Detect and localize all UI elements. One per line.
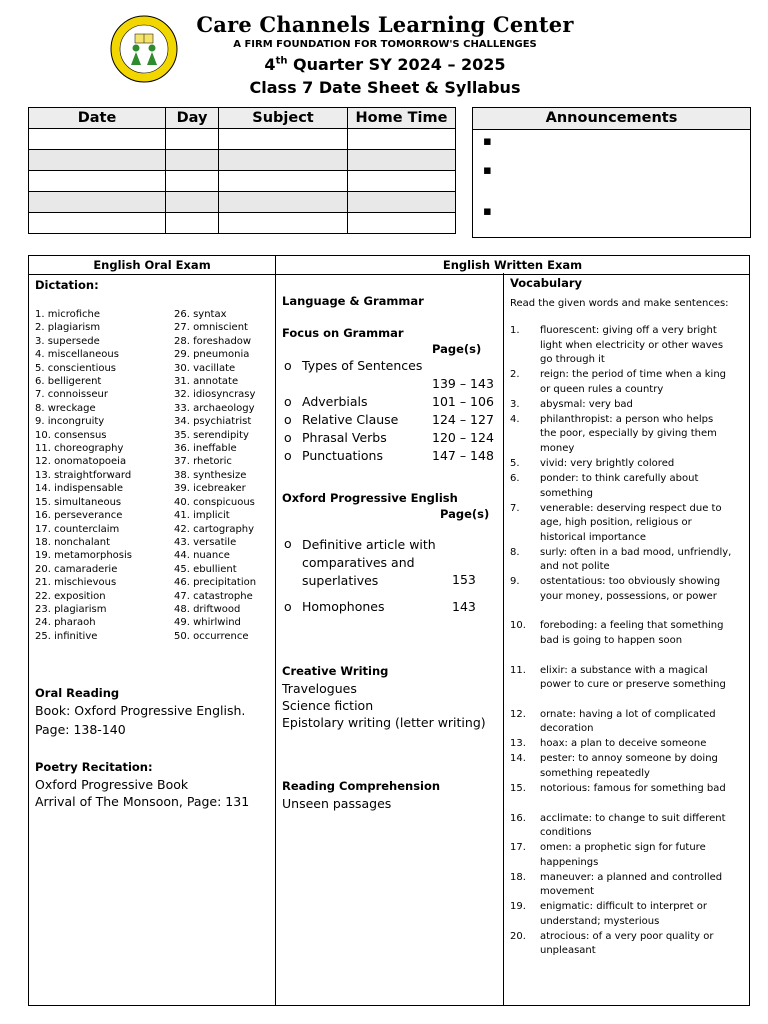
vocabulary-number: 16. xyxy=(510,812,526,824)
vocabulary-definition: vivid: very brightly colored xyxy=(540,457,675,469)
center-name: Care Channels Learning Center xyxy=(196,12,574,37)
grammar-pages: 124 – 127 xyxy=(432,412,494,427)
reading-comprehension-label: Reading Comprehension xyxy=(282,779,441,793)
vocabulary-item xyxy=(510,502,732,546)
oxford-item: Homophones xyxy=(302,599,385,614)
dictation-word: 5. conscientious xyxy=(35,362,117,374)
vocabulary-definition: reign: the period of time when a king or queen rules a country xyxy=(540,369,727,395)
table-header-row xyxy=(29,108,456,129)
announcement-bullet: ▪ xyxy=(483,204,492,219)
grammar-item: Relative Clause xyxy=(302,412,399,427)
dictation-word: 21. mischievous xyxy=(35,577,117,589)
vocabulary-number: 2. xyxy=(510,369,520,381)
dictation-word: 20. camaraderie xyxy=(35,563,118,575)
bullet-marker: o xyxy=(284,412,292,427)
grammar-pages: 139 – 143 xyxy=(432,376,494,391)
school-logo xyxy=(110,15,178,83)
vocabulary-item xyxy=(510,782,732,797)
vocabulary-number: 5. xyxy=(510,457,520,469)
vocabulary-definition: venerable: deserving respect due to age, high position, religious or historical importance xyxy=(540,502,722,543)
dictation-word: 18. nonchalant xyxy=(35,536,111,548)
grammar-pages: 147 – 148 xyxy=(432,448,494,463)
oral-reading-book: Book: Oxford Progressive English. xyxy=(35,703,246,718)
dictation-word: 19. metamorphosis xyxy=(35,550,132,562)
dictation-word: 50. occurrence xyxy=(174,630,249,642)
pages-label: Page(s) xyxy=(432,342,482,356)
class-title: Class 7 Date Sheet & Syllabus xyxy=(249,78,521,97)
vocabulary-number: 9. xyxy=(510,576,520,588)
dictation-word: 1. microfiche xyxy=(35,309,101,320)
dictation-word: 31. annotate xyxy=(174,376,239,388)
vocabulary-number: 18. xyxy=(510,871,526,883)
dictation-word: 27. omniscient xyxy=(174,322,248,334)
vocabulary-number: 15. xyxy=(510,782,526,794)
dictation-word: 33. archaeology xyxy=(174,402,255,414)
vocabulary-definition: abysmal: very bad xyxy=(540,398,633,410)
dictation-word: 11. choreography xyxy=(35,443,124,455)
oral-reading-page: Page: 138-140 xyxy=(35,722,126,737)
dictation-word: 7. connoisseur xyxy=(35,389,108,401)
announcements-box xyxy=(472,107,751,238)
vocabulary-item xyxy=(510,324,732,368)
oxford-pages: 153 xyxy=(452,572,476,587)
vocabulary-number: 3. xyxy=(510,398,520,410)
vocabulary-number: 10. xyxy=(510,620,526,632)
oxford-label: Oxford Progressive English xyxy=(282,491,458,505)
vocabulary-number: 7. xyxy=(510,502,520,514)
bullet-marker: o xyxy=(284,536,292,551)
vocabulary-definition: foreboding: a feeling that something bad is going to happen soon xyxy=(540,620,724,646)
creative-writing-label: Creative Writing xyxy=(282,664,389,678)
col-home-time: Home Time xyxy=(348,108,456,129)
dictation-words-col2 xyxy=(174,308,256,643)
vocabulary-definition: omen: a prophetic sign for future happenings xyxy=(540,842,706,868)
dictation-word: 36. ineffable xyxy=(174,443,237,455)
vocabulary-definition: fluorescent: giving off a very bright light when electricity or other waves go through it xyxy=(540,325,724,365)
grammar-item: Types of Sentences xyxy=(302,358,423,373)
vocabulary-number: 6. xyxy=(510,473,520,484)
grammar-pages: 120 – 124 xyxy=(432,430,494,445)
grammar-column xyxy=(275,274,503,1004)
dictation-word: 49. whirlwind xyxy=(174,617,241,629)
dictation-word: 37. rhetoric xyxy=(174,456,232,468)
vocabulary-number: 20. xyxy=(510,930,526,942)
dictation-word: 8. wreckage xyxy=(35,402,96,414)
vocabulary-definition: notorious: famous for something bad xyxy=(540,782,726,794)
vocabulary-definition: enigmatic: difficult to interpret or understand; mysterious xyxy=(540,901,707,927)
dictation-word: 44. nuance xyxy=(174,550,230,562)
dictation-word: 25. infinitive xyxy=(35,630,98,642)
grammar-item: Punctuations xyxy=(302,448,383,463)
dictation-word: 2. plagiarism xyxy=(35,322,101,334)
dictation-word: 23. plagiarism xyxy=(35,603,107,615)
vocabulary-item xyxy=(510,900,732,929)
vocabulary-number: 1. xyxy=(510,325,520,336)
language-grammar-label: Language & Grammar xyxy=(282,294,424,308)
poetry-book: Oxford Progressive Book xyxy=(35,777,189,792)
dictation-word: 16. perseverance xyxy=(35,510,123,522)
bullet-marker: o xyxy=(284,448,292,463)
focus-grammar-label: Focus on Grammar xyxy=(282,326,404,340)
vocabulary-definition: elixir: a substance with a magical power to cure or preserve something xyxy=(540,664,726,690)
vocabulary-item xyxy=(510,619,732,648)
vocabulary-instructions: Read the given words and make sentences: xyxy=(510,298,729,309)
vocabulary-item xyxy=(510,664,732,693)
vocabulary-number: 8. xyxy=(510,546,520,558)
dictation-word: 43. versatile xyxy=(174,536,237,548)
col-date: Date xyxy=(29,108,166,129)
announcement-bullet: ▪ xyxy=(483,134,492,149)
dictation-word: 3. supersede xyxy=(35,335,100,347)
vocabulary-definition: pester: to annoy someone by doing something repeatedly xyxy=(540,753,718,779)
dictation-word: 12. onomatopoeia xyxy=(35,456,127,468)
vocabulary-definition: maneuver: a planned and controlled movement xyxy=(540,871,723,898)
date-sheet-table xyxy=(28,107,456,234)
grammar-item: Adverbials xyxy=(302,394,368,409)
vocabulary-definition: acclimate: to change to suit different conditions xyxy=(540,812,726,838)
dictation-word: 35. serendipity xyxy=(174,429,249,441)
vocabulary-number: 17. xyxy=(510,842,526,854)
table-row xyxy=(29,171,456,192)
bullet-marker: o xyxy=(284,394,292,409)
dictation-word: 38. synthesize xyxy=(174,469,247,481)
vocabulary-definition: atrocious: of a very poor quality or unpleasant xyxy=(540,930,714,957)
vocabulary-item xyxy=(510,413,732,457)
dictation-word: 26. syntax xyxy=(174,309,227,320)
creative-item: Epistolary writing (letter writing) xyxy=(282,715,486,730)
vocabulary-item xyxy=(510,575,732,604)
vocabulary-column xyxy=(503,273,751,1006)
dictation-word: 46. precipitation xyxy=(174,577,257,589)
vocabulary-item xyxy=(510,472,732,501)
dictation-word: 32. idiosyncrasy xyxy=(174,389,256,401)
dictation-word: 28. foreshadow xyxy=(174,335,252,347)
vocabulary-number: 4. xyxy=(510,413,520,425)
oxford-pages-label: Page(s) xyxy=(440,507,490,521)
reading-item: Unseen passages xyxy=(282,796,392,811)
vocabulary-item xyxy=(510,457,732,472)
vocabulary-definition: hoax: a plan to deceive someone xyxy=(540,738,707,750)
dictation-word: 48. driftwood xyxy=(174,603,241,615)
oral-exam-heading: English Oral Exam xyxy=(29,256,275,275)
dictation-word: 10. consensus xyxy=(35,429,107,441)
dictation-word: 45. ebullient xyxy=(174,563,237,575)
table-row xyxy=(29,213,456,234)
bullet-marker: o xyxy=(284,599,292,614)
vocabulary-definition: ponder: to think carefully about something xyxy=(540,473,699,499)
table-row xyxy=(29,192,456,213)
dictation-word: 30. vacillate xyxy=(174,362,236,374)
vocabulary-item xyxy=(510,930,732,959)
vocabulary-item xyxy=(510,368,732,397)
oral-exam-column xyxy=(28,255,276,1006)
dictation-word: 40. conspicuous xyxy=(174,496,255,508)
oxford-item: Definitive article with comparatives and superlatives xyxy=(302,537,436,588)
oxford-pages: 143 xyxy=(452,599,476,614)
vocabulary-number: 12. xyxy=(510,708,526,720)
vocabulary-item xyxy=(510,708,732,737)
dictation-word: 41. implicit xyxy=(174,510,230,522)
dictation-word: 39. icebreaker xyxy=(174,483,246,495)
vocabulary-item xyxy=(510,546,732,575)
vocabulary-item xyxy=(510,871,732,900)
dictation-word: 9. incongruity xyxy=(35,416,105,428)
dictation-word: 24. pharaoh xyxy=(35,617,96,629)
quarter-title: 4th Quarter SY 2024 – 2025 xyxy=(264,55,506,74)
poetry-label: Poetry Recitation: xyxy=(35,760,153,774)
table-row xyxy=(29,150,456,171)
bullet-marker: o xyxy=(284,430,292,445)
tagline: A FIRM FOUNDATION FOR TOMORROW'S CHALLENGES xyxy=(233,39,537,50)
vocabulary-definition: ornate: having a lot of complicated decoration xyxy=(540,708,716,735)
grammar-item: Phrasal Verbs xyxy=(302,430,387,445)
vocabulary-number: 19. xyxy=(510,901,526,913)
vocabulary-item xyxy=(510,812,732,841)
announcement-bullet: ▪ xyxy=(483,163,492,178)
col-subject: Subject xyxy=(219,108,348,129)
vocabulary-definition: philanthropist: a person who helps the poor, especially by giving them money xyxy=(540,413,717,454)
col-day: Day xyxy=(166,108,219,129)
dictation-word: 47. catastrophe xyxy=(174,590,253,602)
vocabulary-item xyxy=(510,752,732,781)
vocabulary-item xyxy=(510,398,732,413)
dictation-word: 14. indispensable xyxy=(35,483,123,495)
announcements-title: Announcements xyxy=(473,108,750,130)
dictation-word: 13. straightforward xyxy=(35,469,132,481)
table-row xyxy=(29,129,456,150)
creative-item: Science fiction xyxy=(282,698,374,713)
vocabulary-item xyxy=(510,737,732,752)
dictation-word: 17. counterclaim xyxy=(35,523,120,535)
vocabulary-number: 13. xyxy=(510,738,526,750)
oral-reading-label: Oral Reading xyxy=(35,686,120,700)
creative-item: Travelogues xyxy=(282,681,357,696)
vocabulary-label: Vocabulary xyxy=(510,276,583,290)
vocabulary-item xyxy=(510,841,732,870)
vocabulary-definition: surly: often in a bad mood, unfriendly, and not polite xyxy=(540,546,732,573)
dictation-words-col1 xyxy=(35,308,132,643)
dictation-word: 4. miscellaneous xyxy=(35,349,119,361)
bullet-marker: o xyxy=(284,358,292,373)
dictation-word: 29. pneumonia xyxy=(174,349,250,361)
dictation-label: Dictation: xyxy=(35,278,99,292)
vocabulary-number: 11. xyxy=(510,664,526,676)
syllabus-section xyxy=(28,255,768,1006)
vocabulary-number: 14. xyxy=(510,753,526,765)
poetry-title: Arrival of The Monsoon, Page: 131 xyxy=(35,794,250,809)
vocabulary-definition: ostentatious: too obviously showing your money, possessions, or power xyxy=(540,576,721,602)
dictation-word: 42. cartography xyxy=(174,523,255,535)
dictation-word: 22. exposition xyxy=(35,590,106,602)
dictation-word: 6. belligerent xyxy=(35,376,102,388)
dictation-word: 34. psychiatrist xyxy=(174,416,252,428)
written-exam-heading: English Written Exam xyxy=(276,256,749,275)
grammar-pages: 101 – 106 xyxy=(432,394,494,409)
dictation-word: 15. simultaneous xyxy=(35,496,122,508)
